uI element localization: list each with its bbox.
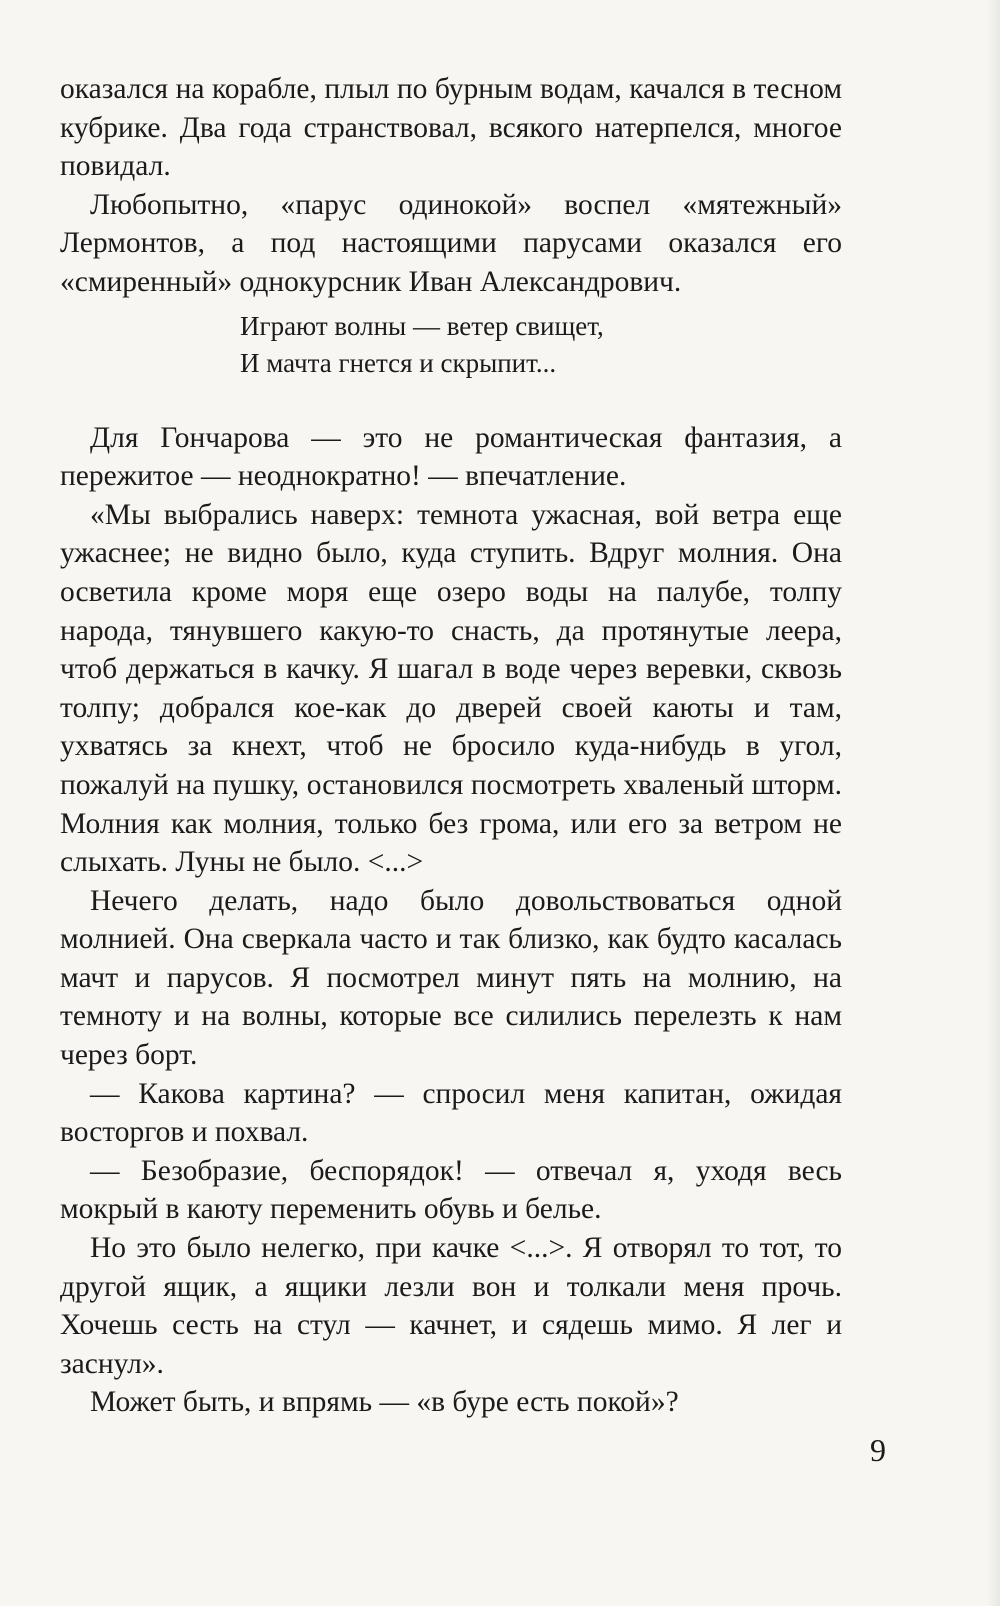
verse-line-2: И мачта гнется и скрыпит...	[240, 347, 557, 378]
verse-quote	[60, 308, 842, 382]
paragraph-5: Нечего делать, надо было довольствоваться одной молнией. Она сверкала часто и так близко, как будто касалась мачт и парусов. Я посмотрел минут пять на молнию, на темноту и на волны, которые все силились перелезть к нам через борт.	[60, 884, 842, 1072]
page-number: 9	[870, 1432, 886, 1468]
body-text	[60, 70, 842, 1422]
spacer	[60, 382, 842, 419]
paragraph-3: Для Гончарова — это не романтическая фантазия, а пережитое — неоднократно! — впечатление.	[60, 421, 842, 493]
paragraph-6: — Какова картина? — спросил меня капитан, ожидая восторгов и похвал.	[60, 1077, 842, 1149]
page-edge-shadow	[986, 0, 1000, 1606]
paragraph-8: Но это было нелегко, при качке <...>. Я отворял то тот, то другой ящик, а ящики лезли вон и толкали меня прочь. Хочешь сесть на стул — качнет, и сядешь мимо. Я лег и заснул».	[60, 1232, 842, 1380]
paragraph-4: «Мы выбрались наверх: темнота ужасная, вой ветра еще ужаснее; не видно было, куда ступить. Вдруг молния. Она осветила кроме моря еще озеро воды на палубе, толпу народа, тянувшего какую-то снасть, да протянутые леера, чтоб держаться в качку. Я шагал в воде через веревки, сквозь толпу; добрался кое-как до дверей своей каюты и там, ухватясь за кнехт, чтоб не бросило куда-нибудь в угол, пожалуй на пушку, остановился посмотреть хваленый шторм. Молния как молния, только без грома, или его за ветром не слыхать. Луны не было. <...>	[60, 498, 842, 879]
paragraph-7: — Безобразие, беспорядок! — отвечал я, уходя весь мокрый в каюту переменить обувь и белье.	[60, 1154, 842, 1226]
paragraph-9: Может быть, и впрямь — «в буре есть покой»?	[90, 1386, 679, 1419]
paragraph-2: Любопытно, «парус одинокой» воспел «мятежный» Лермонтов, а под настоящими парусами оказался его «смиренный» однокурсник Иван Александрович.	[60, 188, 842, 298]
verse-line-1: Играют волны — ветер свищет,	[240, 310, 604, 341]
paragraph-1: оказался на корабле, плыл по бурным водам, качался в тесном кубрике. Два года странствовал, всякого натерпелся, многое повидал.	[60, 73, 842, 183]
